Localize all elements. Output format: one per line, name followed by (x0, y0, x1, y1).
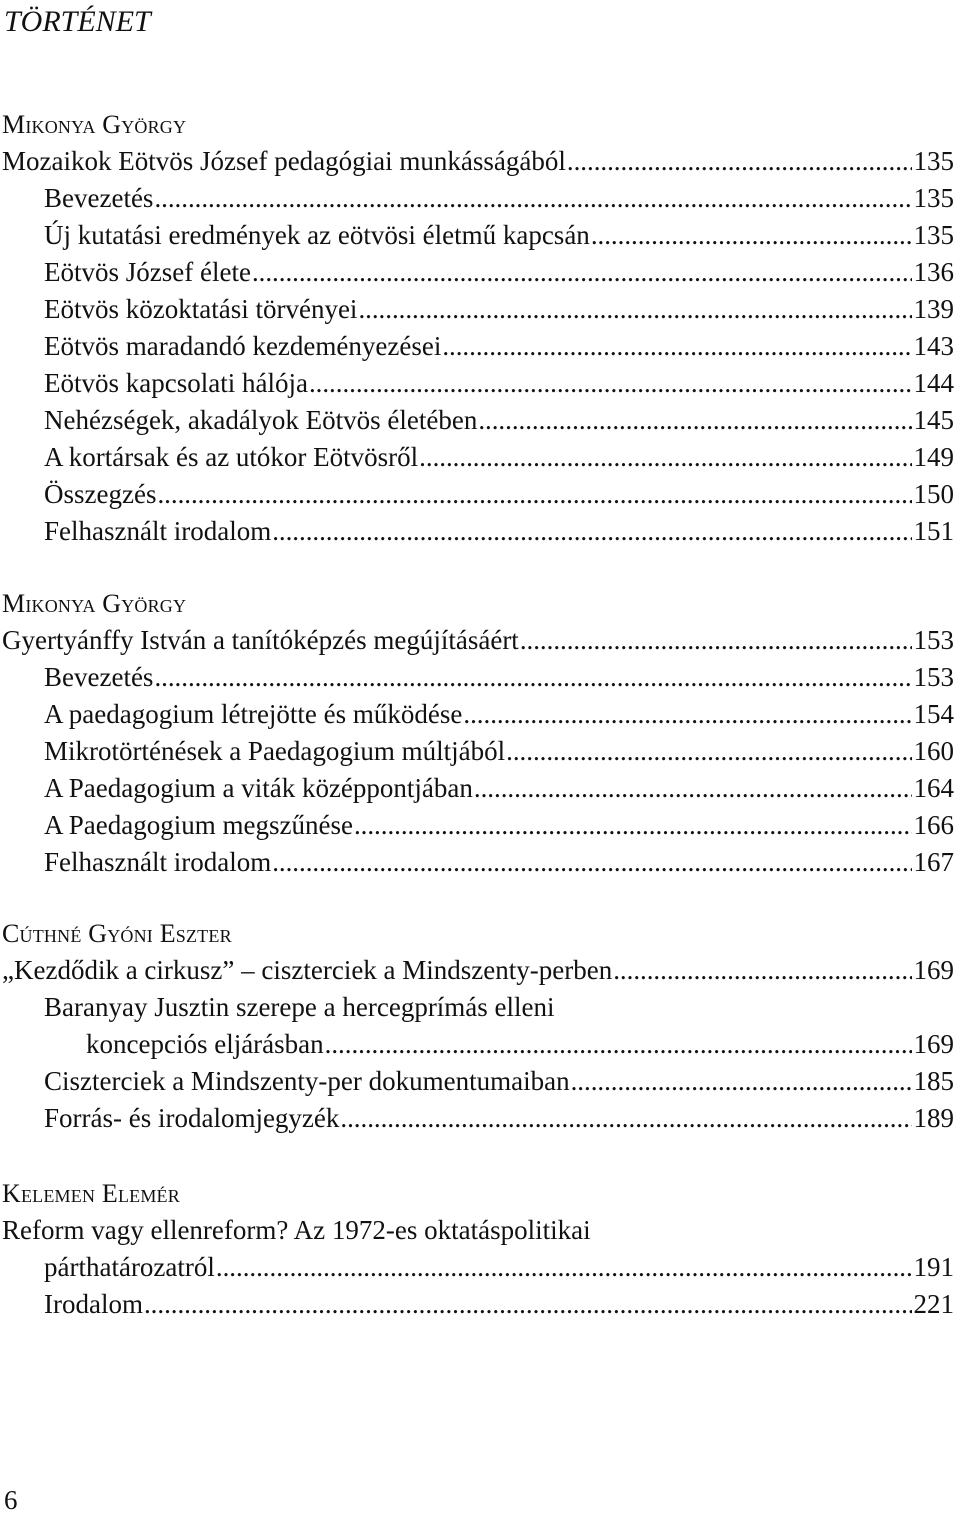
entry-title: A Paedagogium a viták középpontjában (44, 773, 473, 803)
entry-page: 135 (913, 146, 954, 176)
dot-leader (591, 217, 912, 254)
entry-title: Forrás- és irodalomjegyzék (44, 1103, 340, 1133)
entry-title: Eötvös közoktatási törvényei (44, 294, 358, 324)
author-name: Mikonya György (2, 589, 187, 618)
author-name: Kelemen Elemér (2, 1179, 180, 1208)
dot-leader (567, 143, 912, 180)
entry-title: Felhasznált irodalom (44, 516, 272, 546)
toc-entry[interactable] (2, 807, 954, 844)
entry-title: Eötvös maradandó kezdeményezései (44, 331, 442, 361)
entry-page: 154 (913, 699, 954, 729)
toc-entry-main[interactable] (2, 143, 954, 180)
dot-leader (419, 439, 911, 476)
toc-entry[interactable] (2, 1026, 954, 1063)
dot-leader (157, 476, 911, 513)
entry-page: 221 (913, 1289, 954, 1319)
entry-page: 160 (913, 736, 954, 766)
entry-title: párthatározatról (44, 1252, 215, 1282)
toc-entry[interactable] (2, 217, 954, 254)
dot-leader (613, 952, 911, 989)
toc-entry-main[interactable] (2, 622, 954, 659)
dot-leader (272, 844, 911, 881)
entry-title: Eötvös József élete (44, 257, 251, 287)
entry-page: 153 (913, 662, 954, 692)
dot-leader (478, 402, 911, 439)
dot-leader (506, 733, 911, 770)
dot-leader (474, 770, 912, 807)
toc-entry[interactable] (2, 513, 954, 550)
entry-page: 135 (913, 220, 954, 250)
entry-page: 151 (913, 516, 954, 546)
entry-title: Gyertyánffy István a tanítóképzés megújításáért (2, 625, 519, 655)
toc-entry[interactable] (2, 365, 954, 402)
entry-title: Felhasznált irodalom (44, 847, 272, 877)
dot-leader (309, 365, 912, 402)
toc-entry[interactable] (2, 402, 954, 439)
entry-title: Ciszterciek a Mindszenty-per dokumentumaiban (44, 1066, 570, 1096)
toc-entry[interactable] (2, 1100, 954, 1137)
entry-page: 169 (913, 1029, 954, 1059)
entry-title: Mozaikok Eötvös József pedagógiai munkásságából (2, 146, 566, 176)
entry-page: 149 (913, 442, 954, 472)
entry-title: Eötvös kapcsolati hálója (44, 368, 308, 398)
entry-page: 169 (913, 955, 954, 985)
toc-block-cuthne (2, 915, 954, 1137)
entry-title: A Paedagogium megszűnése (44, 810, 353, 840)
entry-page: 189 (913, 1103, 954, 1133)
entry-page: 153 (913, 625, 954, 655)
toc-entry[interactable] (2, 844, 954, 881)
toc-entry[interactable] (2, 328, 954, 365)
dot-leader (216, 1249, 912, 1286)
toc-entry[interactable] (2, 659, 954, 696)
entry-title: „Kezdődik a cirkusz” – ciszterciek a Mindszenty-perben (2, 955, 613, 985)
dot-leader (154, 180, 911, 217)
entry-page: 144 (913, 368, 954, 398)
page-number: 6 (4, 1485, 18, 1515)
entry-title: A kortársak és az utókor Eötvösről (44, 442, 419, 472)
toc-entry[interactable] (2, 439, 954, 476)
entry-title: koncepciós eljárásban (86, 1029, 324, 1059)
dot-leader (442, 328, 911, 365)
entry-page: 145 (913, 405, 954, 435)
dot-leader (154, 659, 911, 696)
dot-leader (252, 254, 912, 291)
entry-title-line: Baranyay Jusztin szerepe a hercegprímás elleni (44, 992, 555, 1022)
entry-title: Irodalom (44, 1289, 143, 1319)
entry-page: 167 (913, 847, 954, 877)
entry-title: Bevezetés (44, 183, 154, 213)
entry-title: Nehézségek, akadályok Eötvös életében (44, 405, 478, 435)
toc-entry[interactable] (2, 291, 954, 328)
entry-page: 136 (913, 257, 954, 287)
dot-leader (354, 807, 912, 844)
entry-page: 164 (913, 773, 954, 803)
entry-page: 150 (913, 479, 954, 509)
author-name: Mikonya György (2, 110, 187, 139)
dot-leader (463, 696, 911, 733)
toc-entry-main[interactable] (2, 1249, 954, 1286)
entry-title: Új kutatási eredmények az eötvösi életmű kapcsán (44, 220, 590, 250)
entry-title: A paedagogium létrejötte és működése (44, 699, 463, 729)
entry-title: Bevezetés (44, 662, 154, 692)
dot-leader (571, 1063, 912, 1100)
entry-page: 135 (913, 183, 954, 213)
entry-title: Mikrotörténések a Paedagogium múltjából (44, 736, 506, 766)
entry-page: 166 (913, 810, 954, 840)
entry-page: 143 (913, 331, 954, 361)
entry-title: Összegzés (44, 479, 157, 509)
toc-entry[interactable] (2, 696, 954, 733)
toc-entry[interactable] (2, 254, 954, 291)
toc-entry[interactable] (2, 733, 954, 770)
toc-entry-main[interactable] (2, 952, 954, 989)
toc-block-mikonya-2 (2, 585, 954, 881)
entry-page: 185 (913, 1066, 954, 1096)
author-name: Cúthné Gyóni Eszter (2, 919, 232, 948)
dot-leader (144, 1286, 912, 1323)
toc-entry[interactable] (2, 180, 954, 217)
dot-leader (520, 622, 912, 659)
toc-entry[interactable] (2, 1286, 954, 1323)
entry-page: 191 (913, 1252, 954, 1282)
toc-block-kelemen (2, 1175, 954, 1323)
dot-leader (358, 291, 911, 328)
dot-leader (325, 1026, 912, 1063)
section-title: TÖRTÉNET (4, 5, 151, 38)
toc-entry[interactable] (2, 770, 954, 807)
toc-block-mikonya-1 (2, 106, 954, 550)
toc-entry[interactable] (2, 476, 954, 513)
entry-title-line: Reform vagy ellenreform? Az 1972-es oktatáspolitikai (2, 1215, 591, 1245)
dot-leader (272, 513, 911, 550)
dot-leader (340, 1100, 911, 1137)
toc-entry[interactable] (2, 1063, 954, 1100)
entry-page: 139 (913, 294, 954, 324)
